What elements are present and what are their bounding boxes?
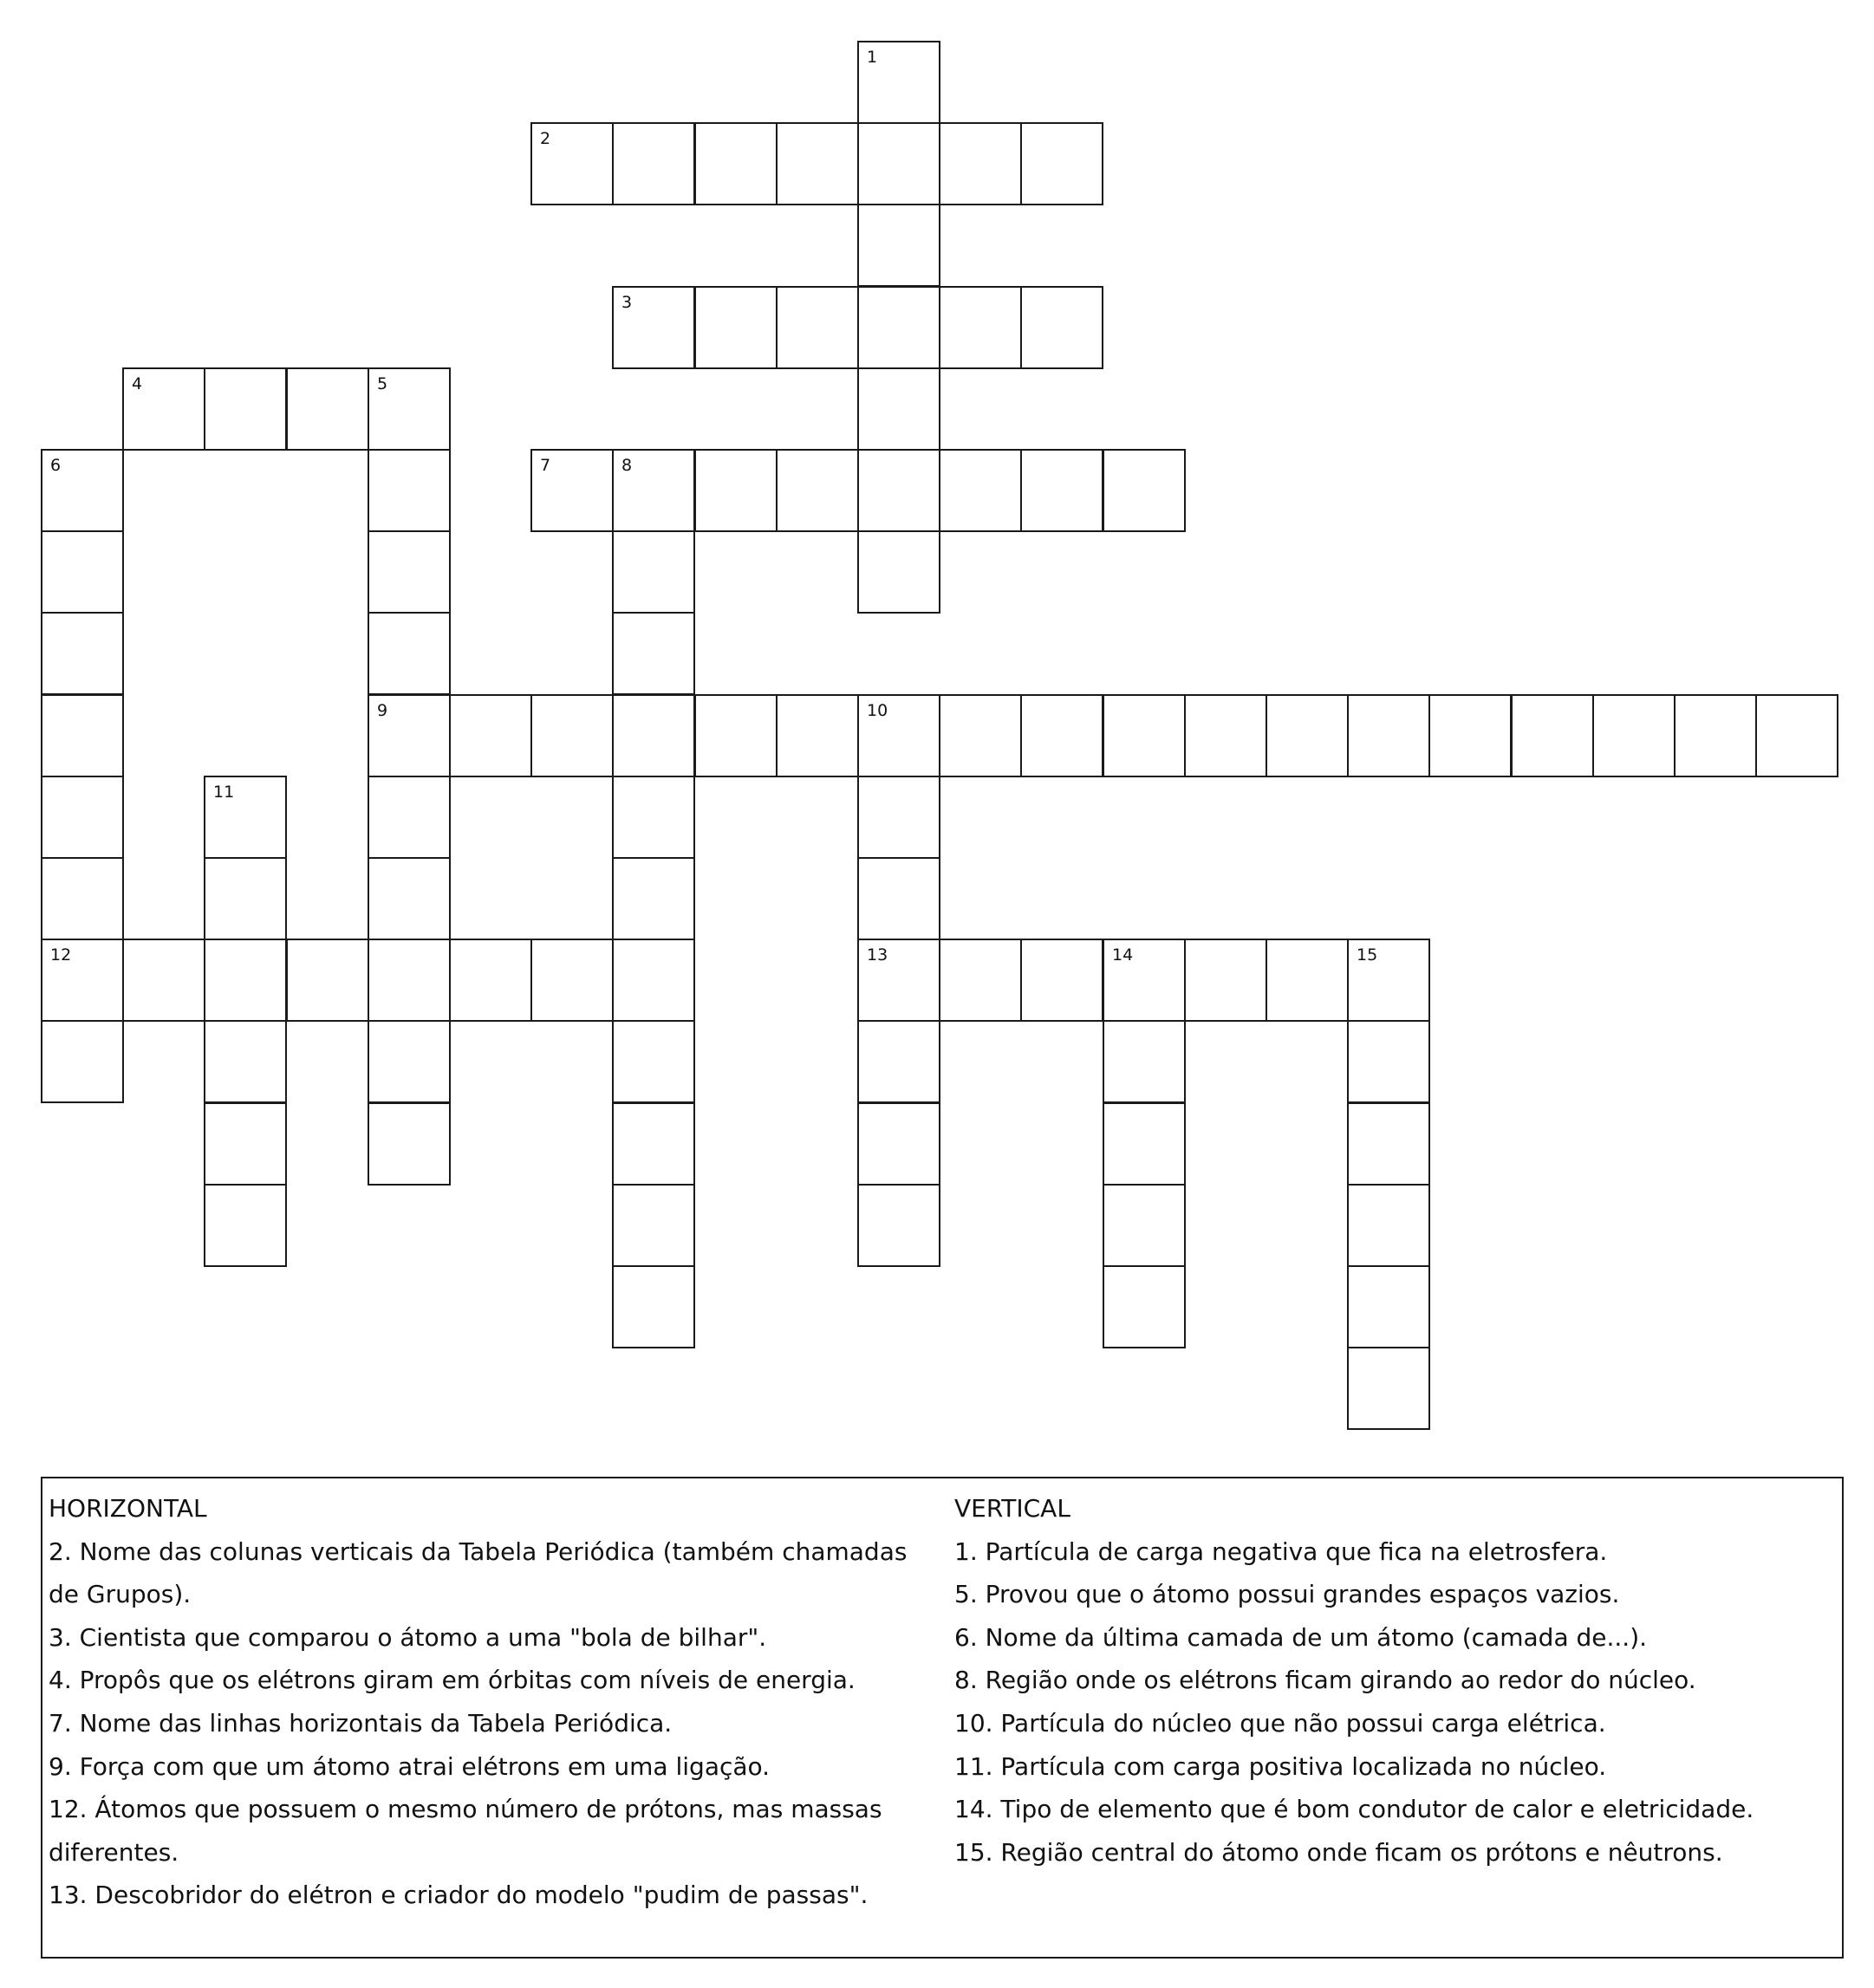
grid-cell[interactable] (1103, 694, 1186, 777)
clue-v-14: 14. Tipo de elemento que é bom condutor de calor e eletricidade. (954, 1795, 1754, 1824)
grid-cell[interactable] (1428, 694, 1512, 777)
grid-cell[interactable] (612, 694, 695, 777)
clue-number: 4 (132, 374, 143, 393)
grid-cell[interactable] (41, 449, 124, 532)
grid-cell[interactable] (1347, 1102, 1430, 1186)
grid-cell[interactable] (612, 1265, 695, 1348)
grid-cell[interactable] (530, 939, 614, 1022)
grid-cell[interactable] (368, 857, 451, 940)
clue-v-10: 10. Partícula do núcleo que não possui carga elétrica. (954, 1708, 1606, 1738)
grid-cell[interactable] (857, 286, 940, 369)
clue-number: 1 (867, 48, 878, 67)
grid-cell[interactable] (857, 204, 940, 287)
grid-cell[interactable] (368, 530, 451, 614)
grid-cell[interactable] (41, 857, 124, 940)
clue-h-2: 2. Nome das colunas verticais da Tabela Periódica (também chamadas de Grupos). (49, 1536, 908, 1609)
grid-cell[interactable] (530, 122, 614, 205)
grid-cell[interactable] (1020, 694, 1103, 777)
clue-v-6: 6. Nome da última camada de um átomo (camada de...). (954, 1622, 1648, 1652)
vertical-clues (954, 1487, 1830, 1874)
grid-cell[interactable] (612, 776, 695, 859)
grid-cell[interactable] (1184, 939, 1267, 1022)
grid-cell[interactable] (41, 776, 124, 859)
clue-number: 2 (540, 129, 551, 148)
grid-cell[interactable] (939, 939, 1022, 1022)
grid-cell[interactable] (1347, 1184, 1430, 1267)
clue-v-5: 5. Provou que o átomo possui grandes espaços vazios. (954, 1580, 1620, 1609)
grid-cell[interactable] (204, 367, 287, 451)
grid-cell[interactable] (857, 41, 940, 124)
grid-cell[interactable] (857, 449, 940, 532)
grid-cell[interactable] (368, 612, 451, 695)
clue-number: 10 (867, 701, 888, 720)
grid-cell[interactable] (368, 776, 451, 859)
grid-cell[interactable] (694, 694, 778, 777)
grid-cell[interactable] (1347, 1020, 1430, 1103)
grid-cell[interactable] (776, 286, 859, 369)
grid-cell[interactable] (857, 1020, 940, 1103)
grid-cell[interactable] (449, 939, 532, 1022)
clue-number: 8 (621, 456, 633, 475)
grid-cell[interactable] (612, 1184, 695, 1267)
grid-cell[interactable] (612, 1020, 695, 1103)
clue-h-12: 12. Átomos que possuem o mesmo número de prótons, mas massas diferentes. (49, 1795, 882, 1867)
grid-cell[interactable] (1020, 286, 1103, 369)
grid-cell[interactable] (1266, 694, 1349, 777)
clue-number: 15 (1357, 945, 1378, 965)
horizontal-clues (49, 1487, 941, 1917)
clue-v-8: 8. Região onde os elétrons ficam girando ao redor do núcleo. (954, 1666, 1696, 1695)
grid-cell[interactable] (1347, 694, 1430, 777)
grid-cell[interactable] (368, 939, 451, 1022)
grid-cell[interactable] (1347, 1347, 1430, 1430)
grid-cell[interactable] (1755, 694, 1838, 777)
grid-cell[interactable] (1347, 1265, 1430, 1348)
grid-cell[interactable] (694, 449, 778, 532)
grid-cell[interactable] (857, 1102, 940, 1186)
grid-cell[interactable] (939, 286, 1022, 369)
grid-cell[interactable] (857, 776, 940, 859)
grid-cell[interactable] (1020, 122, 1103, 205)
grid-cell[interactable] (857, 1184, 940, 1267)
grid-cell[interactable] (694, 286, 778, 369)
grid-cell[interactable] (939, 122, 1022, 205)
grid-cell[interactable] (1020, 449, 1103, 532)
grid-cell[interactable] (612, 612, 695, 695)
grid-cell[interactable] (612, 122, 695, 205)
clue-number: 14 (1112, 945, 1134, 965)
grid-cell[interactable] (612, 939, 695, 1022)
grid-cell[interactable] (612, 530, 695, 614)
grid-cell[interactable] (1103, 1020, 1186, 1103)
clue-h-9: 9. Força com que um átomo atrai elétrons em uma ligação. (49, 1751, 771, 1781)
grid-cell[interactable] (368, 1020, 451, 1103)
grid-cell[interactable] (41, 1020, 124, 1103)
clue-v-15: 15. Região central do átomo onde ficam os prótons e nêutrons. (954, 1837, 1723, 1867)
clue-number: 3 (621, 293, 633, 312)
grid-cell[interactable] (612, 449, 695, 532)
grid-cell[interactable] (1103, 1184, 1186, 1267)
vertical-title: VERTICAL (954, 1494, 1070, 1523)
grid-cell[interactable] (368, 1102, 451, 1186)
grid-cell[interactable] (776, 449, 859, 532)
grid-cell[interactable] (1674, 694, 1757, 777)
grid-cell[interactable] (694, 122, 778, 205)
grid-cell[interactable] (939, 449, 1022, 532)
grid-cell[interactable] (776, 122, 859, 205)
clue-number: 5 (377, 374, 388, 393)
grid-cell[interactable] (122, 939, 205, 1022)
grid-cell[interactable] (857, 530, 940, 614)
grid-cell[interactable] (857, 939, 940, 1022)
clue-h-3: 3. Cientista que comparou o átomo a uma "bola de bilhar". (49, 1622, 767, 1652)
horizontal-title: HORIZONTAL (49, 1494, 207, 1523)
clue-h-13: 13. Descobridor do elétron e criador do modelo "pudim de passas". (49, 1881, 869, 1910)
grid-cell[interactable] (612, 1102, 695, 1186)
grid-cell[interactable] (286, 939, 369, 1022)
grid-cell[interactable] (1266, 939, 1349, 1022)
grid-cell[interactable] (530, 694, 614, 777)
clue-v-11: 11. Partícula com carga positiva localizada no núcleo. (954, 1751, 1607, 1781)
clue-number: 7 (540, 456, 551, 475)
grid-cell[interactable] (612, 857, 695, 940)
grid-cell[interactable] (204, 776, 287, 859)
clues-box (41, 1477, 1844, 1959)
grid-cell[interactable] (939, 694, 1022, 777)
grid-cell[interactable] (857, 122, 940, 205)
grid-cell[interactable] (204, 939, 287, 1022)
grid-cell[interactable] (857, 694, 940, 777)
clue-number: 9 (377, 701, 388, 720)
grid-cell[interactable] (1103, 1102, 1186, 1186)
grid-cell[interactable] (41, 612, 124, 695)
grid-cell[interactable] (204, 1102, 287, 1186)
clue-number: 6 (50, 456, 62, 475)
clue-number: 13 (867, 945, 888, 965)
grid-cell[interactable] (1020, 939, 1103, 1022)
grid-cell[interactable] (204, 1184, 287, 1267)
grid-cell[interactable] (1592, 694, 1676, 777)
grid-cell[interactable] (530, 449, 614, 532)
clue-v-1: 1. Partícula de carga negativa que fica na eletrosfera. (954, 1536, 1608, 1566)
grid-cell[interactable] (1103, 1265, 1186, 1348)
grid-cell[interactable] (1184, 694, 1267, 777)
grid-cell[interactable] (286, 367, 369, 451)
grid-cell[interactable] (449, 694, 532, 777)
grid-cell[interactable] (368, 694, 451, 777)
grid-cell[interactable] (122, 367, 205, 451)
grid-cell[interactable] (204, 857, 287, 940)
clue-h-4: 4. Propôs que os elétrons giram em órbitas com níveis de energia. (49, 1666, 856, 1695)
grid-cell[interactable] (612, 286, 695, 369)
grid-cell[interactable] (1103, 449, 1186, 532)
clue-number: 11 (213, 783, 235, 802)
grid-cell[interactable] (368, 449, 451, 532)
clue-h-7: 7. Nome das linhas horizontais da Tabela Periódica. (49, 1708, 673, 1738)
grid-cell[interactable] (857, 857, 940, 940)
grid-cell[interactable] (204, 1020, 287, 1103)
grid-cell[interactable] (1103, 939, 1186, 1022)
grid-cell[interactable] (776, 694, 859, 777)
grid-cell[interactable] (41, 530, 124, 614)
grid-cell[interactable] (1511, 694, 1594, 777)
clue-number: 12 (50, 945, 72, 965)
grid-cell[interactable] (857, 367, 940, 451)
grid-cell[interactable] (41, 939, 124, 1022)
grid-cell[interactable] (368, 367, 451, 451)
grid-cell[interactable] (41, 694, 124, 777)
grid-cell[interactable] (1347, 939, 1430, 1022)
